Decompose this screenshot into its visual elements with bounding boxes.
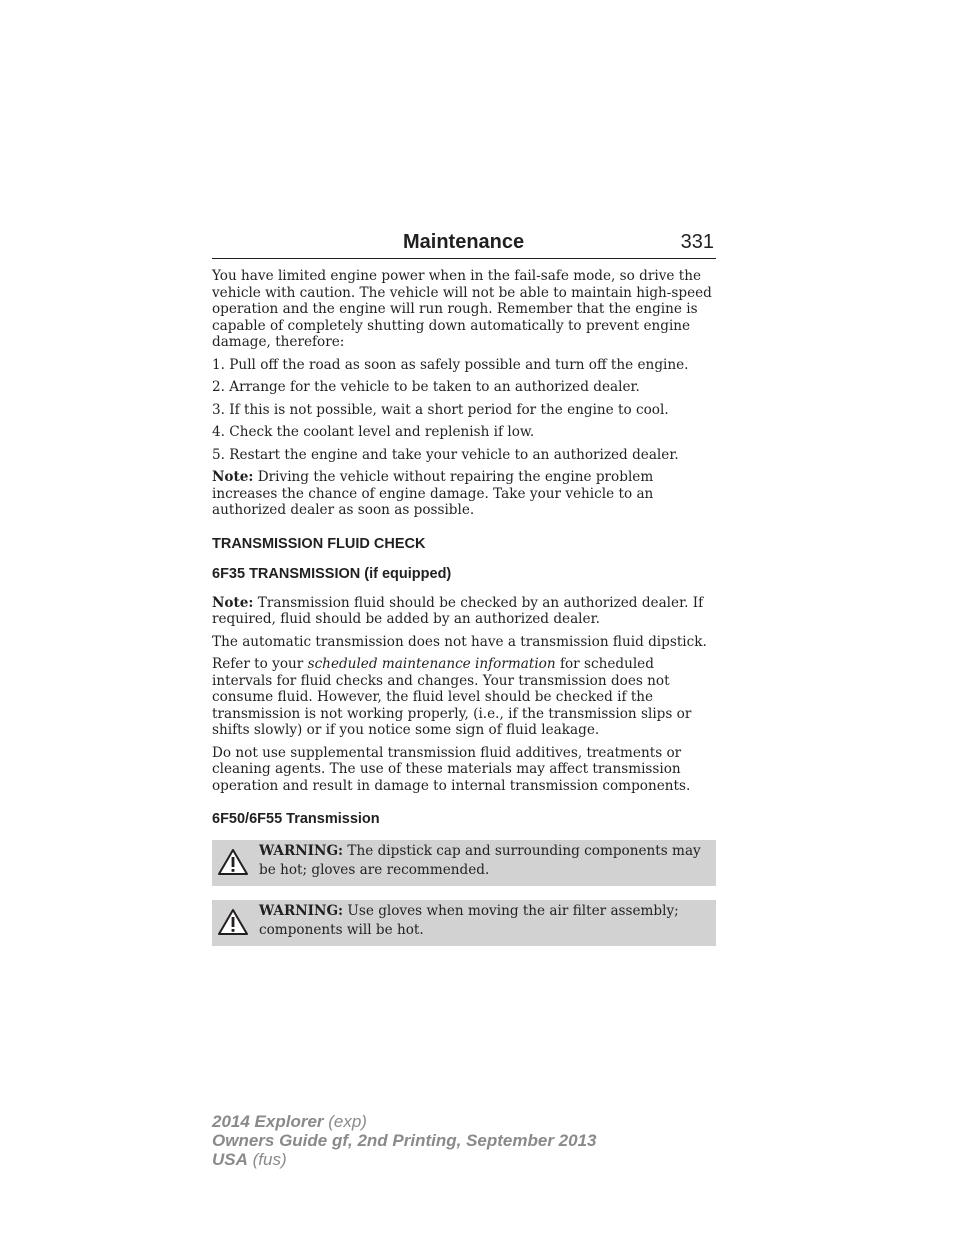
warning-body: The dipstick cap and surrounding components may be hot; gloves are recommended. xyxy=(259,843,701,878)
footer-market-code: (fus) xyxy=(247,1150,287,1169)
refer-text-after: for scheduled intervals for fluid checks and changes. Your transmission does not consume fluid. However, the fluid level should be checked if the transmission is not working properly, (i.e., if the transmission slips or shifts slowly) or if you notice some sign of fluid leakage. xyxy=(212,656,692,738)
page-header xyxy=(212,228,716,259)
footer-line-market xyxy=(212,1150,596,1169)
warning-box xyxy=(212,900,716,946)
warning-body: Use gloves when moving the air filter assembly; components will be hot. xyxy=(259,903,679,938)
list-item: 2. Arrange for the vehicle to be taken to an authorized dealer. xyxy=(212,379,640,395)
page-number: 331 xyxy=(680,231,714,253)
page-footer xyxy=(212,1112,596,1169)
main-content xyxy=(212,268,716,946)
warning-label: WARNING: xyxy=(259,903,344,919)
dipstick-paragraph: The automatic transmission does not have a transmission fluid dipstick. xyxy=(212,633,707,650)
warning-label: WARNING: xyxy=(259,843,344,859)
note-label: Note: xyxy=(212,594,254,611)
note-label: Note: xyxy=(212,469,254,485)
list-item: 3. If this is not possible, wait a short period for the engine to cool. xyxy=(212,401,669,418)
warning-triangle-icon xyxy=(217,908,249,936)
scheduled-maintenance-reference: scheduled maintenance information xyxy=(307,656,556,672)
footer-model: 2014 Explorer xyxy=(212,1112,324,1131)
note-engine-damage xyxy=(212,469,716,519)
note-dealer-check xyxy=(212,595,716,628)
footer-printing: Owners Guide gf, 2nd Printing, September 2013 xyxy=(212,1131,597,1150)
warning-text xyxy=(212,900,716,946)
additives-paragraph: Do not use supplemental transmission fluid additives, treatments or cleaning agents. The use of these materials may affect transmission operation and result in damage to internal transmission components. xyxy=(212,744,691,794)
refer-paragraph xyxy=(212,656,716,739)
refer-text-before: Refer to your xyxy=(212,656,308,672)
list-item: 1. Pull off the road as soon as safely possible and turn off the engine. xyxy=(212,356,689,373)
page-title: Maintenance xyxy=(403,231,525,253)
note-text: Driving the vehicle without repairing the engine problem increases the chance of engine damage. Take your vehicle to an authorized dealer as soon as possible. xyxy=(212,469,654,518)
warning-triangle-icon xyxy=(217,848,249,876)
footer-market: USA xyxy=(212,1150,248,1169)
warning-box xyxy=(212,840,716,886)
footer-line-model xyxy=(212,1112,596,1131)
subsection-heading-6f35: 6F35 TRANSMISSION (if equipped) xyxy=(212,565,452,582)
intro-paragraph: You have limited engine power when in the fail-safe mode, so drive the vehicle with caution. The vehicle will not be able to maintain high-speed operation and the engine will run rough. Remember that the engine is capable of completely shutting down automatically to prevent engine damage, therefore: xyxy=(212,268,712,350)
footer-model-code: (exp) xyxy=(323,1112,367,1131)
footer-line-printing xyxy=(212,1131,596,1150)
warning-text xyxy=(212,840,716,886)
subsection-heading-6f50: 6F50/6F55 Transmission xyxy=(212,811,380,827)
note-text: Transmission fluid should be checked by an authorized dealer. If required, fluid should be added by an authorized dealer. xyxy=(212,594,704,627)
list-item: 5. Restart the engine and take your vehicle to an authorized dealer. xyxy=(212,446,679,463)
list-item: 4. Check the coolant level and replenish if low. xyxy=(212,424,535,440)
section-heading: TRANSMISSION FLUID CHECK xyxy=(212,535,426,552)
